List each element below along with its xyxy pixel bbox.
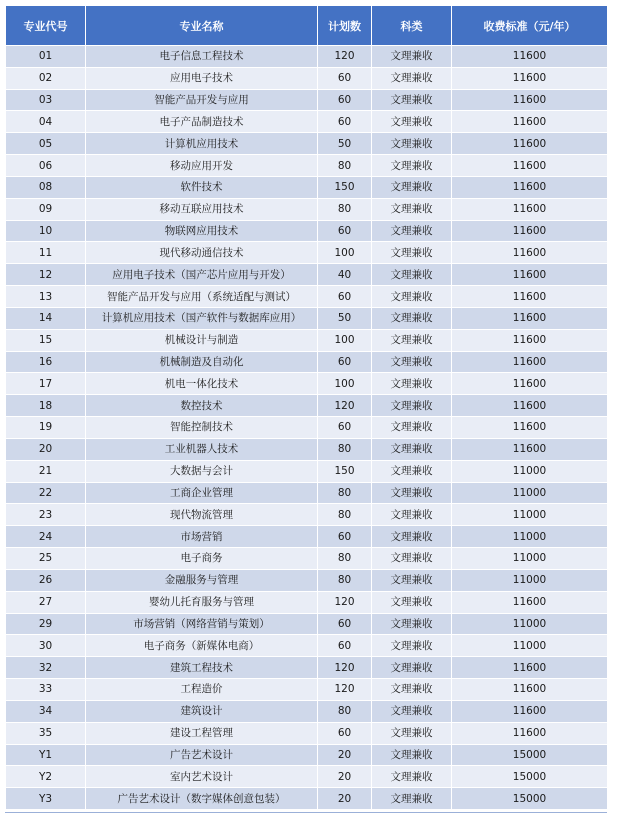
admission-plan-table [5, 5, 608, 810]
cell-major-code: 26 [6, 569, 86, 591]
cell-major-name: 市场营销 [86, 526, 318, 548]
cell-plan-count: 60 [318, 526, 372, 548]
cell-major-name: 计算机应用技术（国产软件与数据库应用） [86, 307, 318, 329]
cell-subject-type: 文理兼收 [372, 89, 452, 111]
cell-major-name: 机械制造及自动化 [86, 351, 318, 373]
cell-major-name: 移动应用开发 [86, 155, 318, 177]
cell-major-code: 05 [6, 133, 86, 155]
cell-major-code: 14 [6, 307, 86, 329]
table-row [6, 417, 608, 439]
cell-major-code: 17 [6, 373, 86, 395]
table-row [6, 351, 608, 373]
cell-plan-count: 80 [318, 548, 372, 570]
cell-plan-count: 80 [318, 504, 372, 526]
cell-major-name: 智能产品开发与应用 [86, 89, 318, 111]
cell-major-code: 11 [6, 242, 86, 264]
cell-major-name: 机械设计与制造 [86, 329, 318, 351]
table-row [6, 569, 608, 591]
cell-plan-count: 80 [318, 198, 372, 220]
cell-subject-type: 文理兼收 [372, 460, 452, 482]
cell-plan-count: 20 [318, 766, 372, 788]
cell-subject-type: 文理兼收 [372, 111, 452, 133]
cell-plan-count: 80 [318, 482, 372, 504]
cell-fee-standard: 11000 [452, 569, 608, 591]
table-body [6, 46, 608, 810]
cell-fee-standard: 11000 [452, 526, 608, 548]
header-major-name: 专业名称 [86, 6, 318, 46]
cell-fee-standard: 11600 [452, 111, 608, 133]
cell-major-code: 15 [6, 329, 86, 351]
cell-major-name: 移动互联应用技术 [86, 198, 318, 220]
table-row [6, 329, 608, 351]
cell-major-name: 建设工程管理 [86, 722, 318, 744]
cell-subject-type: 文理兼收 [372, 264, 452, 286]
cell-fee-standard: 15000 [452, 766, 608, 788]
cell-plan-count: 60 [318, 635, 372, 657]
cell-major-name: 广告艺术设计 [86, 744, 318, 766]
cell-major-code: 03 [6, 89, 86, 111]
cell-fee-standard: 11600 [452, 133, 608, 155]
cell-major-code: 01 [6, 46, 86, 68]
cell-plan-count: 60 [318, 722, 372, 744]
cell-major-name: 应用电子技术（国产芯片应用与开发） [86, 264, 318, 286]
header-plan-count: 计划数 [318, 6, 372, 46]
cell-fee-standard: 11600 [452, 89, 608, 111]
cell-major-name: 婴幼儿托育服务与管理 [86, 591, 318, 613]
cell-major-code: 16 [6, 351, 86, 373]
cell-subject-type: 文理兼收 [372, 329, 452, 351]
cell-plan-count: 60 [318, 67, 372, 89]
cell-fee-standard: 11000 [452, 504, 608, 526]
cell-subject-type: 文理兼收 [372, 788, 452, 810]
cell-subject-type: 文理兼收 [372, 155, 452, 177]
cell-subject-type: 文理兼收 [372, 198, 452, 220]
cell-major-code: Y2 [6, 766, 86, 788]
cell-subject-type: 文理兼收 [372, 46, 452, 68]
cell-subject-type: 文理兼收 [372, 417, 452, 439]
cell-major-name: 数控技术 [86, 395, 318, 417]
table-row [6, 67, 608, 89]
cell-fee-standard: 11600 [452, 351, 608, 373]
table-row [6, 111, 608, 133]
cell-major-name: 金融服务与管理 [86, 569, 318, 591]
cell-plan-count: 100 [318, 329, 372, 351]
cell-major-code: 21 [6, 460, 86, 482]
cell-fee-standard: 11600 [452, 591, 608, 613]
cell-major-code: 09 [6, 198, 86, 220]
table-row [6, 155, 608, 177]
cell-major-name: 室内艺术设计 [86, 766, 318, 788]
cell-subject-type: 文理兼收 [372, 133, 452, 155]
cell-plan-count: 150 [318, 460, 372, 482]
cell-major-code: 22 [6, 482, 86, 504]
cell-plan-count: 80 [318, 569, 372, 591]
cell-major-name: 电子商务（新媒体电商） [86, 635, 318, 657]
cell-fee-standard: 11600 [452, 155, 608, 177]
cell-major-name: 软件技术 [86, 176, 318, 198]
table-row [6, 548, 608, 570]
cell-major-code: 32 [6, 657, 86, 679]
cell-fee-standard: 11000 [452, 635, 608, 657]
cell-fee-standard: 11600 [452, 264, 608, 286]
cell-major-code: Y1 [6, 744, 86, 766]
cell-fee-standard: 11600 [452, 176, 608, 198]
header-fee-standard: 收费标准（元/年） [452, 6, 608, 46]
cell-subject-type: 文理兼收 [372, 635, 452, 657]
cell-plan-count: 60 [318, 613, 372, 635]
cell-major-name: 智能控制技术 [86, 417, 318, 439]
table-row [6, 460, 608, 482]
cell-major-code: 04 [6, 111, 86, 133]
table-row [6, 635, 608, 657]
cell-major-name: 电子商务 [86, 548, 318, 570]
cell-major-code: 06 [6, 155, 86, 177]
cell-plan-count: 50 [318, 307, 372, 329]
cell-subject-type: 文理兼收 [372, 766, 452, 788]
cell-major-name: 现代物流管理 [86, 504, 318, 526]
cell-major-name: 计算机应用技术 [86, 133, 318, 155]
cell-major-code: 33 [6, 679, 86, 701]
table-row [6, 264, 608, 286]
cell-major-code: 18 [6, 395, 86, 417]
table-row [6, 504, 608, 526]
cell-subject-type: 文理兼收 [372, 286, 452, 308]
table-row [6, 591, 608, 613]
table-row [6, 766, 608, 788]
table-header-row [6, 6, 608, 46]
cell-plan-count: 40 [318, 264, 372, 286]
cell-subject-type: 文理兼收 [372, 744, 452, 766]
cell-plan-count: 60 [318, 286, 372, 308]
cell-plan-count: 150 [318, 176, 372, 198]
cell-subject-type: 文理兼收 [372, 373, 452, 395]
cell-plan-count: 120 [318, 679, 372, 701]
cell-subject-type: 文理兼收 [372, 613, 452, 635]
cell-subject-type: 文理兼收 [372, 307, 452, 329]
cell-plan-count: 20 [318, 788, 372, 810]
cell-fee-standard: 15000 [452, 744, 608, 766]
cell-plan-count: 20 [318, 744, 372, 766]
cell-major-code: 12 [6, 264, 86, 286]
cell-major-name: 机电一体化技术 [86, 373, 318, 395]
table-bottom-rule [5, 812, 607, 813]
cell-major-name: 市场营销（网络营销与策划） [86, 613, 318, 635]
cell-fee-standard: 11600 [452, 700, 608, 722]
table-row [6, 700, 608, 722]
cell-subject-type: 文理兼收 [372, 679, 452, 701]
cell-major-name: 现代移动通信技术 [86, 242, 318, 264]
header-major-code: 专业代号 [6, 6, 86, 46]
cell-major-code: 08 [6, 176, 86, 198]
cell-fee-standard: 11000 [452, 482, 608, 504]
cell-plan-count: 100 [318, 242, 372, 264]
cell-major-code: 25 [6, 548, 86, 570]
cell-fee-standard: 11600 [452, 438, 608, 460]
cell-major-code: 34 [6, 700, 86, 722]
table-row [6, 46, 608, 68]
cell-subject-type: 文理兼收 [372, 591, 452, 613]
table-row [6, 679, 608, 701]
cell-plan-count: 80 [318, 700, 372, 722]
cell-major-code: 24 [6, 526, 86, 548]
cell-major-code: 35 [6, 722, 86, 744]
cell-plan-count: 60 [318, 111, 372, 133]
cell-fee-standard: 11600 [452, 722, 608, 744]
cell-major-name: 电子信息工程技术 [86, 46, 318, 68]
table-row [6, 286, 608, 308]
table-row [6, 220, 608, 242]
table-row [6, 438, 608, 460]
cell-major-code: 02 [6, 67, 86, 89]
cell-subject-type: 文理兼收 [372, 482, 452, 504]
cell-plan-count: 60 [318, 351, 372, 373]
table-row [6, 788, 608, 810]
cell-plan-count: 120 [318, 395, 372, 417]
cell-major-code: 23 [6, 504, 86, 526]
cell-subject-type: 文理兼收 [372, 526, 452, 548]
cell-subject-type: 文理兼收 [372, 722, 452, 744]
table-row [6, 198, 608, 220]
table-row [6, 744, 608, 766]
cell-fee-standard: 11600 [452, 198, 608, 220]
table-row [6, 133, 608, 155]
cell-fee-standard: 11600 [452, 286, 608, 308]
cell-subject-type: 文理兼收 [372, 67, 452, 89]
cell-fee-standard: 11600 [452, 679, 608, 701]
table-row [6, 242, 608, 264]
cell-major-code: 13 [6, 286, 86, 308]
cell-major-code: Y3 [6, 788, 86, 810]
cell-major-name: 电子产品制造技术 [86, 111, 318, 133]
cell-major-code: 20 [6, 438, 86, 460]
cell-subject-type: 文理兼收 [372, 242, 452, 264]
table-row [6, 526, 608, 548]
cell-subject-type: 文理兼收 [372, 395, 452, 417]
cell-major-name: 应用电子技术 [86, 67, 318, 89]
cell-major-name: 广告艺术设计（数字媒体创意包装） [86, 788, 318, 810]
cell-plan-count: 120 [318, 591, 372, 613]
cell-major-name: 建筑工程技术 [86, 657, 318, 679]
table-row [6, 176, 608, 198]
cell-subject-type: 文理兼收 [372, 700, 452, 722]
cell-subject-type: 文理兼收 [372, 569, 452, 591]
cell-major-code: 10 [6, 220, 86, 242]
cell-fee-standard: 11600 [452, 220, 608, 242]
table-row [6, 613, 608, 635]
cell-subject-type: 文理兼收 [372, 548, 452, 570]
cell-plan-count: 100 [318, 373, 372, 395]
table-row [6, 89, 608, 111]
table-row [6, 482, 608, 504]
cell-major-name: 工商企业管理 [86, 482, 318, 504]
cell-major-code: 27 [6, 591, 86, 613]
cell-fee-standard: 11600 [452, 46, 608, 68]
cell-fee-standard: 11600 [452, 395, 608, 417]
cell-subject-type: 文理兼收 [372, 176, 452, 198]
cell-major-name: 智能产品开发与应用（系统适配与测试） [86, 286, 318, 308]
cell-plan-count: 120 [318, 46, 372, 68]
cell-fee-standard: 11600 [452, 307, 608, 329]
cell-plan-count: 50 [318, 133, 372, 155]
cell-plan-count: 120 [318, 657, 372, 679]
cell-major-name: 工程造价 [86, 679, 318, 701]
cell-fee-standard: 11600 [452, 657, 608, 679]
cell-major-code: 29 [6, 613, 86, 635]
table-row [6, 722, 608, 744]
cell-major-name: 工业机器人技术 [86, 438, 318, 460]
cell-major-code: 30 [6, 635, 86, 657]
cell-fee-standard: 11600 [452, 242, 608, 264]
cell-subject-type: 文理兼收 [372, 504, 452, 526]
header-subject-type: 科类 [372, 6, 452, 46]
cell-subject-type: 文理兼收 [372, 220, 452, 242]
table-row [6, 395, 608, 417]
cell-major-name: 建筑设计 [86, 700, 318, 722]
cell-fee-standard: 11600 [452, 417, 608, 439]
cell-fee-standard: 11600 [452, 373, 608, 395]
cell-fee-standard: 11600 [452, 329, 608, 351]
cell-major-code: 19 [6, 417, 86, 439]
cell-subject-type: 文理兼收 [372, 351, 452, 373]
cell-major-name: 大数据与会计 [86, 460, 318, 482]
cell-major-name: 物联网应用技术 [86, 220, 318, 242]
cell-plan-count: 80 [318, 155, 372, 177]
table-row [6, 657, 608, 679]
cell-subject-type: 文理兼收 [372, 438, 452, 460]
table-row [6, 373, 608, 395]
cell-plan-count: 60 [318, 89, 372, 111]
cell-fee-standard: 11000 [452, 548, 608, 570]
cell-fee-standard: 11000 [452, 613, 608, 635]
cell-fee-standard: 11000 [452, 460, 608, 482]
cell-subject-type: 文理兼收 [372, 657, 452, 679]
cell-plan-count: 60 [318, 417, 372, 439]
cell-fee-standard: 15000 [452, 788, 608, 810]
cell-fee-standard: 11600 [452, 67, 608, 89]
cell-plan-count: 80 [318, 438, 372, 460]
cell-plan-count: 60 [318, 220, 372, 242]
table-row [6, 307, 608, 329]
